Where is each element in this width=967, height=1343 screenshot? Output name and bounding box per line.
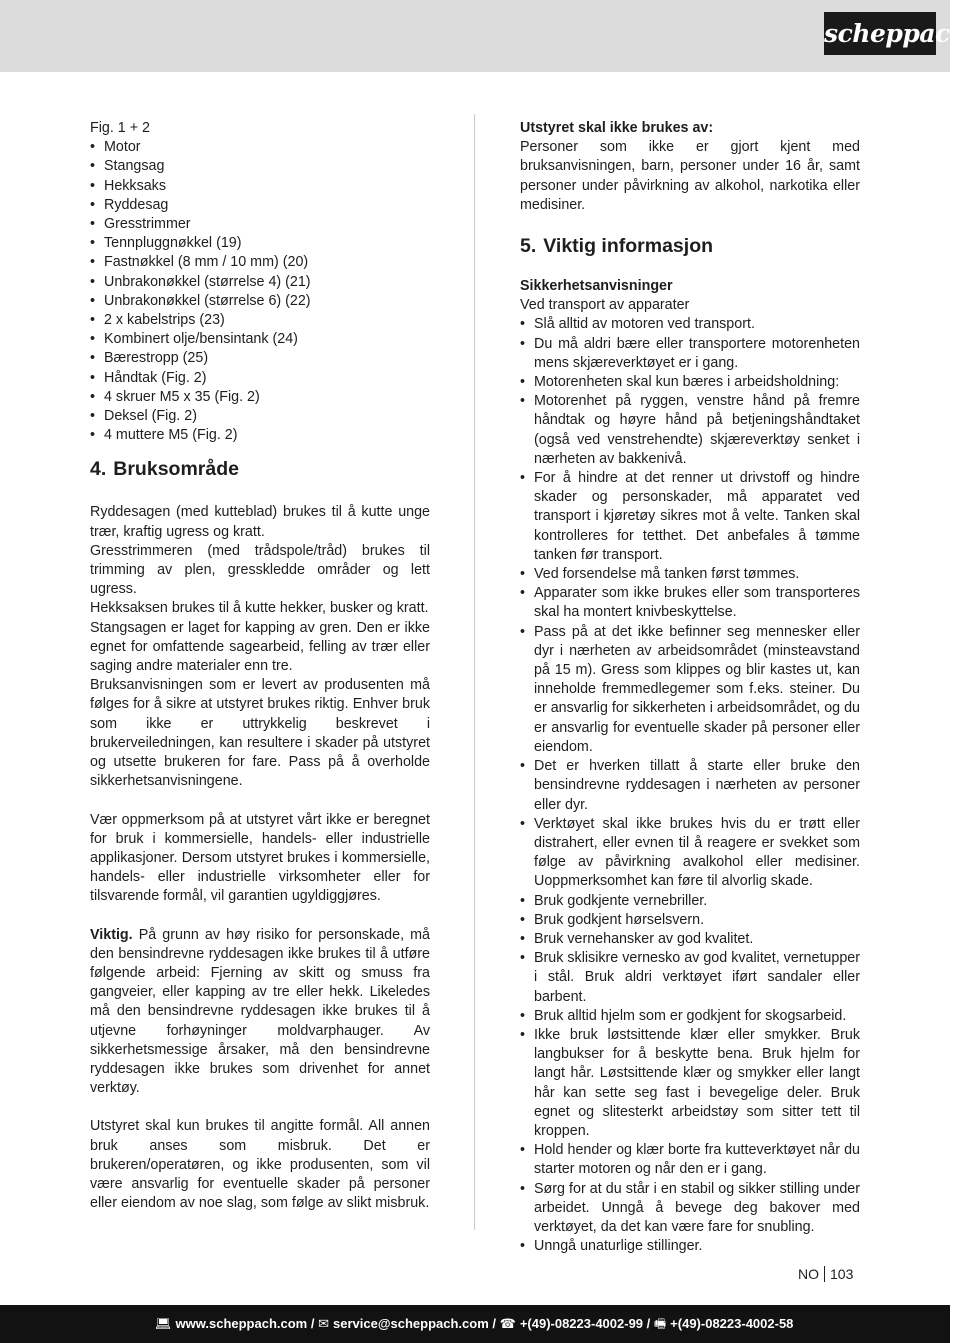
computer-icon: 💻︎ [155,1316,172,1331]
list-item: • 4 muttere M5 (Fig. 2) [90,426,430,445]
list-item: • Hekksaks [90,177,430,196]
right-column [520,119,860,1256]
list-item: • Ved forsendelse må tanken først tømmes. [520,565,860,584]
paragraph: Stangsagen er laget for kapping av gren. Den er ikke egnet for omfattende sagearbeid, felling av trær eller saging andre materialer enn tre. [90,619,430,675]
page-number-value: 103 [830,1266,854,1282]
list-item: • Stangsag [90,157,430,176]
page-number-separator [824,1266,825,1282]
section-title: Bruksområde [113,458,239,481]
list-item: • Gresstrimmer [90,215,430,234]
paragraph: Personer som ikke er gjort kjent med bruksanvisningen, barn, personer under 16 år, samt personer under påvirkning av alkohol, narkotika eller medisiner. [520,139,860,213]
section-number: 5. [520,235,537,258]
list-item: • Sørg for at du står i en stabil og sikker stilling under arbeidet. Unngå å bevege deg bakover med verktøyet, da det kan være fare for snubling. [520,1180,860,1238]
section-title: Viktig informasjon [543,235,714,258]
list-item: • Motorenheten skal kun bæres i arbeidsholdning: [520,373,860,392]
column-divider [474,114,475,1230]
list-item: • Bruk godkjent hørselsvern. [520,911,860,930]
paragraph: Bruksanvisningen som er levert av produsenten må følges for å sikre at utstyret brukes riktig. Enhver bruk som ikke er uttrykkelig beskrevet i brukerveiledningen, kan resultere i skader på utstyret og utsette brukeren for fare. Pass på å overholde sikkerhetsanvisningene. [90,677,430,790]
list-item: • Unbrakonøkkel (størrelse 6) (22) [90,292,430,311]
footer-website[interactable]: www.scheppach.com [175,1316,308,1331]
paragraph-important [90,926,430,1099]
list-item: • Bruk alltid hjelm som er godkjent for skogsarbeid. [520,1007,860,1026]
important-text: På grunn av høy risiko for personskade, må den bensindrevne ryddesagen ikke brukes til å utføre følgende arbeid: Fjerning av skitt og smuss fra gangveier, eller kapping av tre eller hekk. Likeledes må den bensindrevne ryddesagen ikke brukes til å utjevne forhøyninger moldvarphauger. Av sikkerhetsmessige årsaker, må den bensindrevne ryddesagen ikke brukes som drivenhet for annet verktøy. [90,926,430,1097]
list-item: • Bruk vernehansker av god kvalitet. [520,930,860,949]
list-item: • Ikke bruk løstsittende klær eller smykker. Bruk langbukser for å beskytte bena. Bruk hjelm for langt hår. Løstsittende klær og smykker eller langt hår kan sette seg fast i bevegelige deler. Bruk egnet og slitesterkt arbeidstøy som sitter tett til kroppen. [520,1026,860,1141]
list-item: • Håndtak (Fig. 2) [90,369,430,388]
safety-heading: Sikkerhetsanvisninger [520,278,673,295]
list-item: • Tennpluggnøkkel (19) [90,234,430,253]
phone-icon: ☎︎ [499,1316,516,1331]
brand-logo: scheppach [824,12,936,55]
footer-bar [0,1305,950,1343]
footer-separator: / [643,1316,654,1331]
footer-phone: +(49)-08223-4002-99 [519,1316,644,1331]
fax-icon: 🖷︎ [653,1316,667,1331]
list-item: • Du må aldri bære eller transportere motorenheten mens skjæreverktøyet er i gang. [520,335,860,373]
footer-contacts [155,1305,793,1343]
list-item: • Motorenhet på ryggen, venstre hånd på fremre håndtak og høyre hånd på betjeningshåndtaket (også ved venstrehendte) skjæreverktøy senket i nærheten av bakkenivå. [520,392,860,469]
list-item: • Fastnøkkel (8 mm / 10 mm) (20) [90,253,430,272]
footer-separator: / [488,1316,500,1331]
footer-fax: +(49)-08223-4002-58 [670,1316,794,1331]
list-item: • Bruk godkjente vernebriller. [520,892,860,911]
footer-email[interactable]: service@scheppach.com [333,1316,489,1331]
paragraph: Hekksaksen brukes til å kutte hekker, busker og kratt. [90,600,429,617]
left-column [90,119,430,1213]
header-bar [0,0,967,72]
list-item: • Deksel (Fig. 2) [90,407,430,426]
section-heading-4 [90,457,430,481]
list-item: • Bærestropp (25) [90,349,430,368]
list-item: • Verktøyet skal ikke brukes hvis du er trøtt eller distrahert, eller evnen til å reagere er svekket som følge av påvirkning avalkohol eller medisiner. Uoppmerksomhet kan føre til alvorlig skade. [520,815,860,892]
paragraph: Vær oppmerksom på at utstyret vårt ikke er beregnet for bruk i kommersielle, handels- eller industrielle applikasjoner. Dersom utstyret brukes i kommersielle, handels- eller industrielle virksomheter eller for tilsvarende formål, vil garantien ugyldiggjøres. [90,811,430,905]
paragraph: Utstyret skal kun brukes til angitte formål. All annen bruk anses som misbruk. Det er brukeren/operatøren, og ikke produsenten, som vil være ansvarlig for eventuelle skader på personer eller eiendom av noe slag, som følge av slikt misbruk. [90,1118,430,1212]
list-item: • Unbrakonøkkel (størrelse 4) (21) [90,273,430,292]
list-item: • 4 skruer M5 x 35 (Fig. 2) [90,388,430,407]
list-item: • Motor [90,138,430,157]
page-number [798,1266,853,1282]
misuse-heading: Utstyret skal ikke brukes av: [520,120,714,136]
list-item: • Unngå unaturlige stillinger. [520,1237,860,1256]
paragraph: Gresstrimmeren (med trådspole/tråd) brukes til trimming av plen, gresskledde områder og lett ugress. [90,542,430,598]
paragraph: Ryddesagen (med kutteblad) brukes til å kutte unge trær, kraftig ugress og kratt. [90,504,430,540]
list-item: • Bruk sklisikre vernesko av god kvalitet, vernetupper i stål. Bruk aldri verktøyet iført sandaler eller barbent. [520,949,860,1007]
transport-intro: Ved transport av apparater [520,297,690,314]
list-item: • Hold hender og klær borte fra kutteverktøyet når du starter motoren og når den er i gang. [520,1141,860,1179]
footer-separator: / [307,1316,319,1331]
safety-bullet-list [520,315,860,1256]
mail-icon: ✉︎ [318,1316,329,1331]
language-code: NO [798,1266,819,1282]
section-heading-5 [520,234,860,258]
list-item: • Slå alltid av motoren ved transport. [520,315,860,334]
fig-label: Fig. 1 + 2 [90,120,151,136]
section-number: 4. [90,458,107,481]
delivery-contents-list [90,138,430,445]
list-item: • Apparater som ikke brukes eller som transporteres skal ha montert knivbeskyttelse. [520,584,860,622]
list-item: • Kombinert olje/bensintank (24) [90,330,430,349]
important-label: Viktig. [90,926,133,943]
list-item: • Pass på at det ikke befinner seg mennesker eller dyr i nærheten av arbeidsområdet (minsteavstand på 15 m). Gress som klippes og blir kastes ut, kan inneholde fremmedlegemer som f.eks. steiner. Du er ansvarlig for sikkerheten i arbeidsområdet, og du er ansvarlig for eventuelle skader på personer eller eiendom. [520,623,860,757]
list-item: • For å hindre at det renner ut drivstoff og hindre skader og personskader, må apparatet ved transport i kjøretøy sikres mot å velte. Tanken skal kontrolleres for tetthet. Det anbefales å tømme tanken før transport. [520,469,860,565]
list-item: • Ryddesag [90,196,430,215]
list-item: • Det er hverken tillatt å starte eller bruke den bensindrevne ryddesagen i nærheten av personer eller dyr. [520,757,860,815]
list-item: • 2 x kabelstrips (23) [90,311,430,330]
